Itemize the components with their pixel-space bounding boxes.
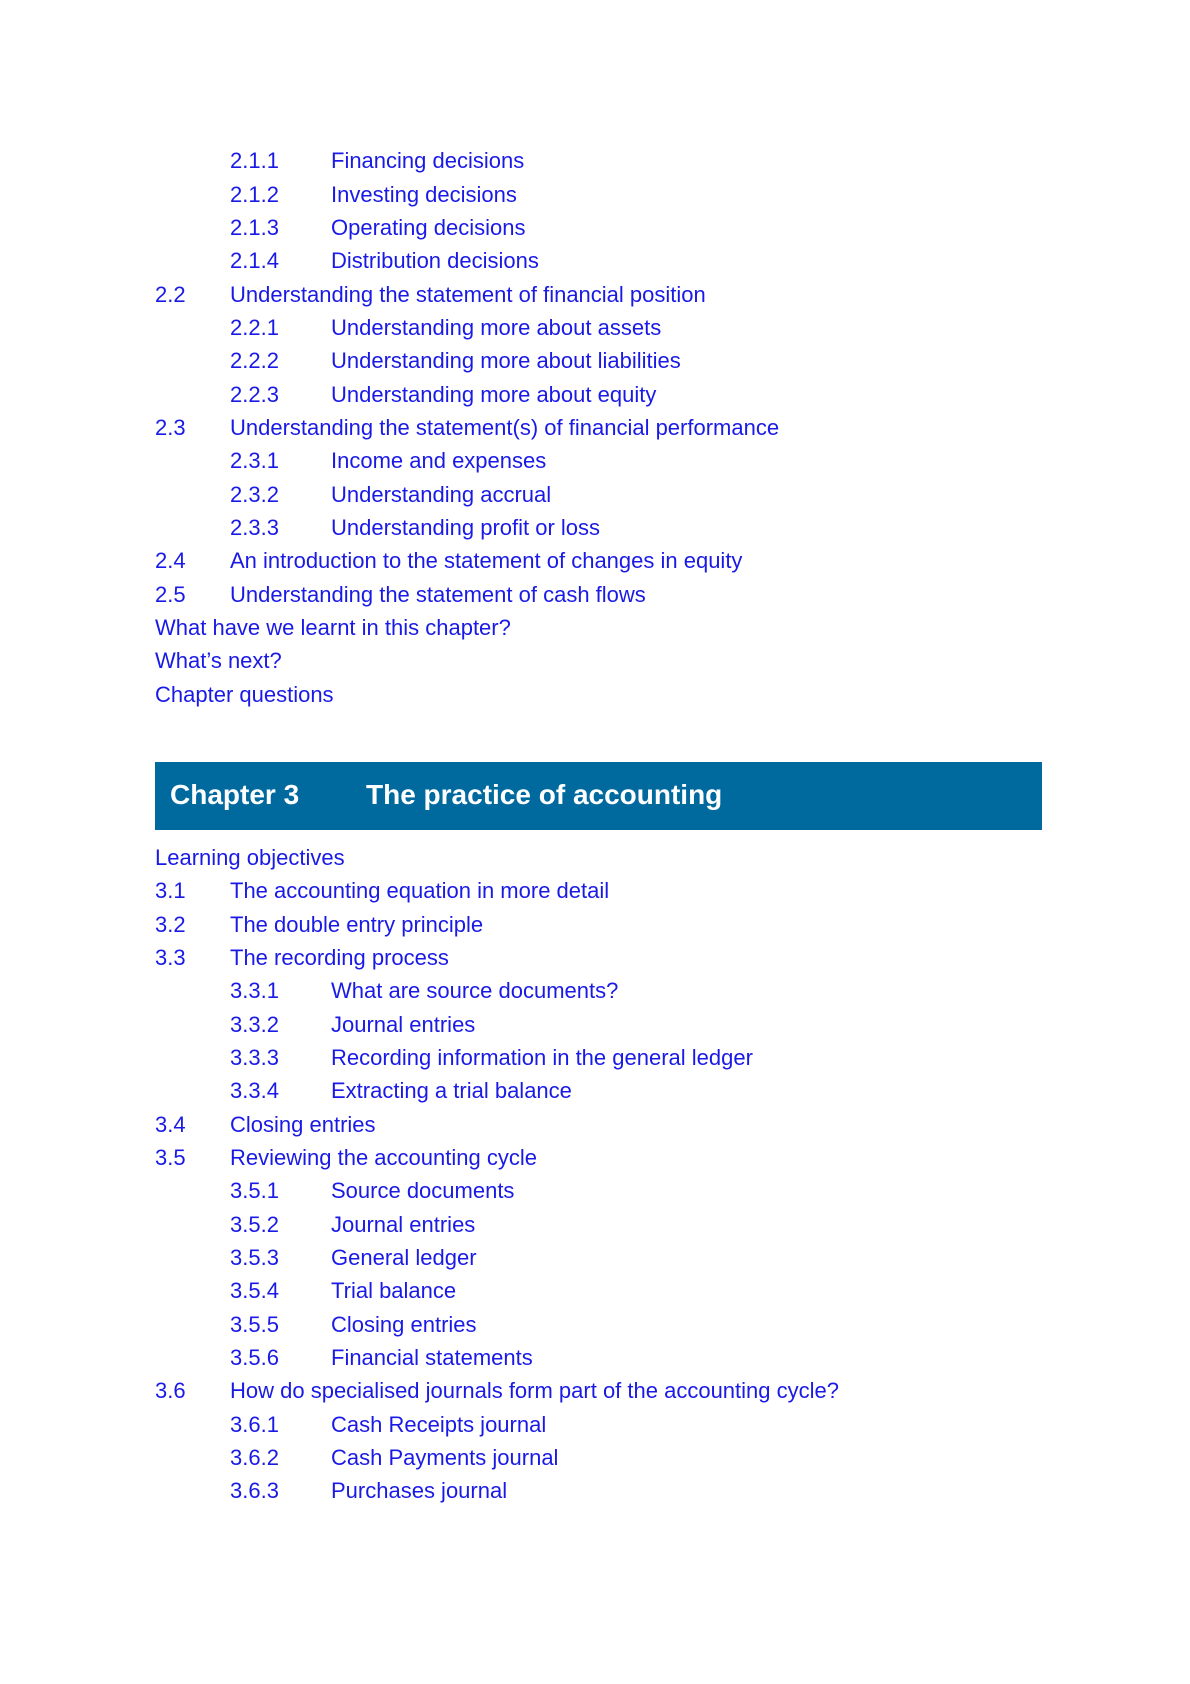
toc-entry-number: 2.5	[155, 582, 186, 607]
toc-entry-number: 3.5	[155, 1145, 186, 1170]
toc-entry-title: Understanding the statement(s) of financial performance	[230, 415, 780, 440]
toc-entry-number: 2.3.2	[230, 482, 279, 507]
toc-entry-number: 3.3.1	[230, 978, 279, 1003]
toc-entry-title: Distribution decisions	[331, 248, 539, 273]
toc-entry-title: Operating decisions	[331, 215, 526, 240]
toc-entry-number: 3.5.1	[230, 1178, 279, 1203]
toc-entry-title: The recording process	[230, 945, 449, 970]
toc-entry-title: How do specialised journals form part of the accounting cycle?	[230, 1378, 839, 1403]
toc-entry-number: 3.5.3	[230, 1245, 279, 1270]
toc-entry-title: Journal entries	[331, 1012, 476, 1037]
toc-entry-title: Chapter questions	[155, 682, 334, 707]
toc-entry-number: 2.3.3	[230, 515, 279, 540]
toc-entry-title: What have we learnt in this chapter?	[155, 615, 511, 640]
toc-entry-number: 2.3.1	[230, 448, 279, 473]
toc-entry-number: 3.6.1	[230, 1412, 279, 1437]
toc-entry-number: 3.6.3	[230, 1478, 279, 1503]
toc-entry-title: The accounting equation in more detail	[230, 878, 610, 903]
toc-entry-number: 3.6	[155, 1378, 186, 1403]
toc-entry-number: 3.5.6	[230, 1345, 279, 1370]
toc-entry-title: Closing entries	[230, 1112, 376, 1137]
toc-entry-title: What are source documents?	[331, 978, 619, 1003]
toc-entry-number: 3.3	[155, 945, 186, 970]
toc-entry-number: 2.2.2	[230, 348, 279, 373]
toc-entry-number: 3.5.5	[230, 1312, 279, 1337]
toc-entry-title: Closing entries	[331, 1312, 477, 1337]
toc-entry-title: Reviewing the accounting cycle	[230, 1145, 537, 1170]
toc-entry-number: 2.1.2	[230, 182, 279, 207]
toc-entry-title: Investing decisions	[331, 182, 517, 207]
toc-entry-title: Journal entries	[331, 1212, 476, 1237]
toc-entry-title: Financial statements	[331, 1345, 533, 1370]
toc-entry-number: 3.1	[155, 878, 186, 903]
toc-entry-number: 2.2.3	[230, 382, 279, 407]
toc-entry-title: An introduction to the statement of changes in equity	[230, 548, 743, 573]
toc-entry-title: Understanding accrual	[331, 482, 552, 507]
toc-entry-title: General ledger	[331, 1245, 477, 1270]
toc-entry-title: Learning objectives	[155, 845, 345, 870]
toc-entry-number: 3.6.2	[230, 1445, 279, 1470]
toc-entry-title: Understanding profit or loss	[331, 515, 601, 540]
toc-entry-number: 2.3	[155, 415, 186, 440]
toc-entry-title: Understanding more about liabilities	[331, 348, 681, 373]
toc-entry-title: Recording information in the general ledger	[331, 1045, 753, 1070]
toc-entry-number: 3.5.4	[230, 1278, 279, 1303]
toc-entry-number: 3.5.2	[230, 1212, 279, 1237]
toc-entry-title: Understanding the statement of cash flows	[230, 582, 646, 607]
toc-entry-number: 2.2	[155, 282, 186, 307]
toc-entry-number: 3.2	[155, 912, 186, 937]
toc-entry-title: Cash Payments journal	[331, 1445, 559, 1470]
toc-entry-title: Trial balance	[331, 1278, 457, 1303]
toc-entry-number: 3.3.3	[230, 1045, 279, 1070]
toc-entry-title: Understanding more about equity	[331, 382, 657, 407]
toc-entry-title: Source documents	[331, 1178, 515, 1203]
toc-entry-number: 3.4	[155, 1112, 186, 1137]
toc-entry-number: 2.4	[155, 548, 186, 573]
toc-entry-number: 3.3.2	[230, 1012, 279, 1037]
toc-entry-title: Understanding the statement of financial position	[230, 282, 706, 307]
chapter-title: The practice of accounting	[366, 779, 723, 810]
toc-entry-title: Extracting a trial balance	[331, 1078, 572, 1103]
toc-entry-title: What’s next?	[155, 648, 282, 673]
chapter-number: Chapter 3	[170, 779, 300, 810]
toc-entry-number: 2.1.3	[230, 215, 279, 240]
toc-entry-title: The double entry principle	[230, 912, 484, 937]
toc-entry-number: 2.1.1	[230, 148, 279, 173]
toc-entry-title: Cash Receipts journal	[331, 1412, 547, 1437]
toc-entry-title: Income and expenses	[331, 448, 547, 473]
chapter-3-banner	[155, 762, 1042, 830]
toc-entry-title: Understanding more about assets	[331, 315, 662, 340]
toc-entry-title: Financing decisions	[331, 148, 525, 173]
toc-entry-number: 2.1.4	[230, 248, 279, 273]
toc-entry-title: Purchases journal	[331, 1478, 508, 1503]
toc-entry-number: 3.3.4	[230, 1078, 279, 1103]
toc-entry-number: 2.2.1	[230, 315, 279, 340]
